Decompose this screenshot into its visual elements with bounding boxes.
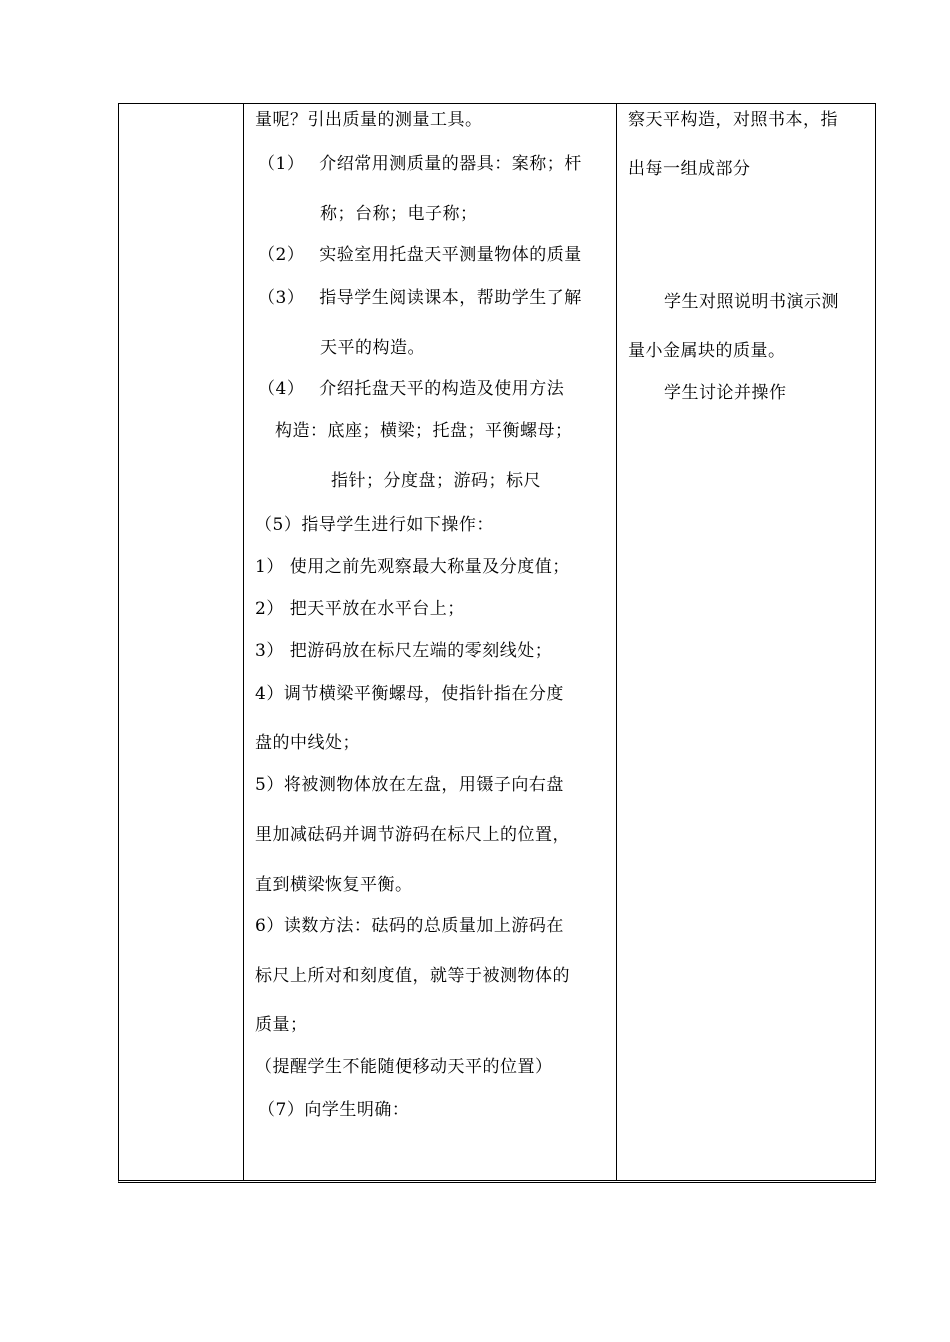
teacher-line: 5）将被测物体放在左盘，用镊子向右盘 bbox=[255, 775, 564, 795]
student-line: 出每一组成部分 bbox=[628, 159, 751, 179]
teacher-line: 4）调节横梁平衡螺母，使指针指在分度 bbox=[255, 684, 564, 704]
teacher-line: 2） 把天平放在水平台上； bbox=[255, 599, 465, 619]
student-line: 学生对照说明书演示测 bbox=[664, 292, 839, 312]
teacher-line: 里加减砝码并调节游码在标尺上的位置， bbox=[255, 825, 570, 845]
teacher-line: 称；台称；电子称； bbox=[320, 204, 478, 224]
teacher-line: 盘的中线处； bbox=[255, 733, 360, 753]
teacher-line: 天平的构造。 bbox=[320, 338, 425, 358]
teacher-line: 3） 把游码放在标尺左端的零刻线处； bbox=[255, 641, 553, 661]
column-divider-1 bbox=[243, 104, 244, 1180]
teacher-line: 质量； bbox=[255, 1015, 308, 1035]
teacher-line: 构造：底座；横梁；托盘；平衡螺母； bbox=[275, 421, 573, 441]
student-line: 察天平构造，对照书本，指 bbox=[628, 110, 838, 130]
teacher-line: （4） 介绍托盘天平的构造及使用方法 bbox=[258, 379, 565, 399]
teacher-line: （7）向学生明确： bbox=[258, 1100, 410, 1120]
teacher-line: 标尺上所对和刻度值，就等于被测物体的 bbox=[255, 966, 570, 986]
teacher-line: 量呢？引出质量的测量工具。 bbox=[255, 110, 483, 130]
teacher-line: 6）读数方法：砝码的总质量加上游码在 bbox=[255, 916, 564, 936]
student-line: 量小金属块的质量。 bbox=[628, 341, 786, 361]
teacher-line: （2） 实验室用托盘天平测量物体的质量 bbox=[258, 245, 582, 265]
column-divider-2 bbox=[616, 104, 617, 1180]
teacher-line: （1） 介绍常用测质量的器具：案称；杆 bbox=[258, 154, 582, 174]
teacher-line: （5）指导学生进行如下操作： bbox=[255, 515, 494, 535]
teacher-line: （3） 指导学生阅读课本，帮助学生了解 bbox=[258, 288, 582, 308]
teacher-line: （提醒学生不能随便移动天平的位置） bbox=[255, 1057, 553, 1077]
teacher-line: 直到横梁恢复平衡。 bbox=[255, 875, 413, 895]
teacher-line: 指针；分度盘；游码；标尺 bbox=[331, 471, 541, 491]
student-line: 学生讨论并操作 bbox=[664, 383, 787, 403]
teacher-line: 1） 使用之前先观察最大称量及分度值； bbox=[255, 557, 570, 577]
